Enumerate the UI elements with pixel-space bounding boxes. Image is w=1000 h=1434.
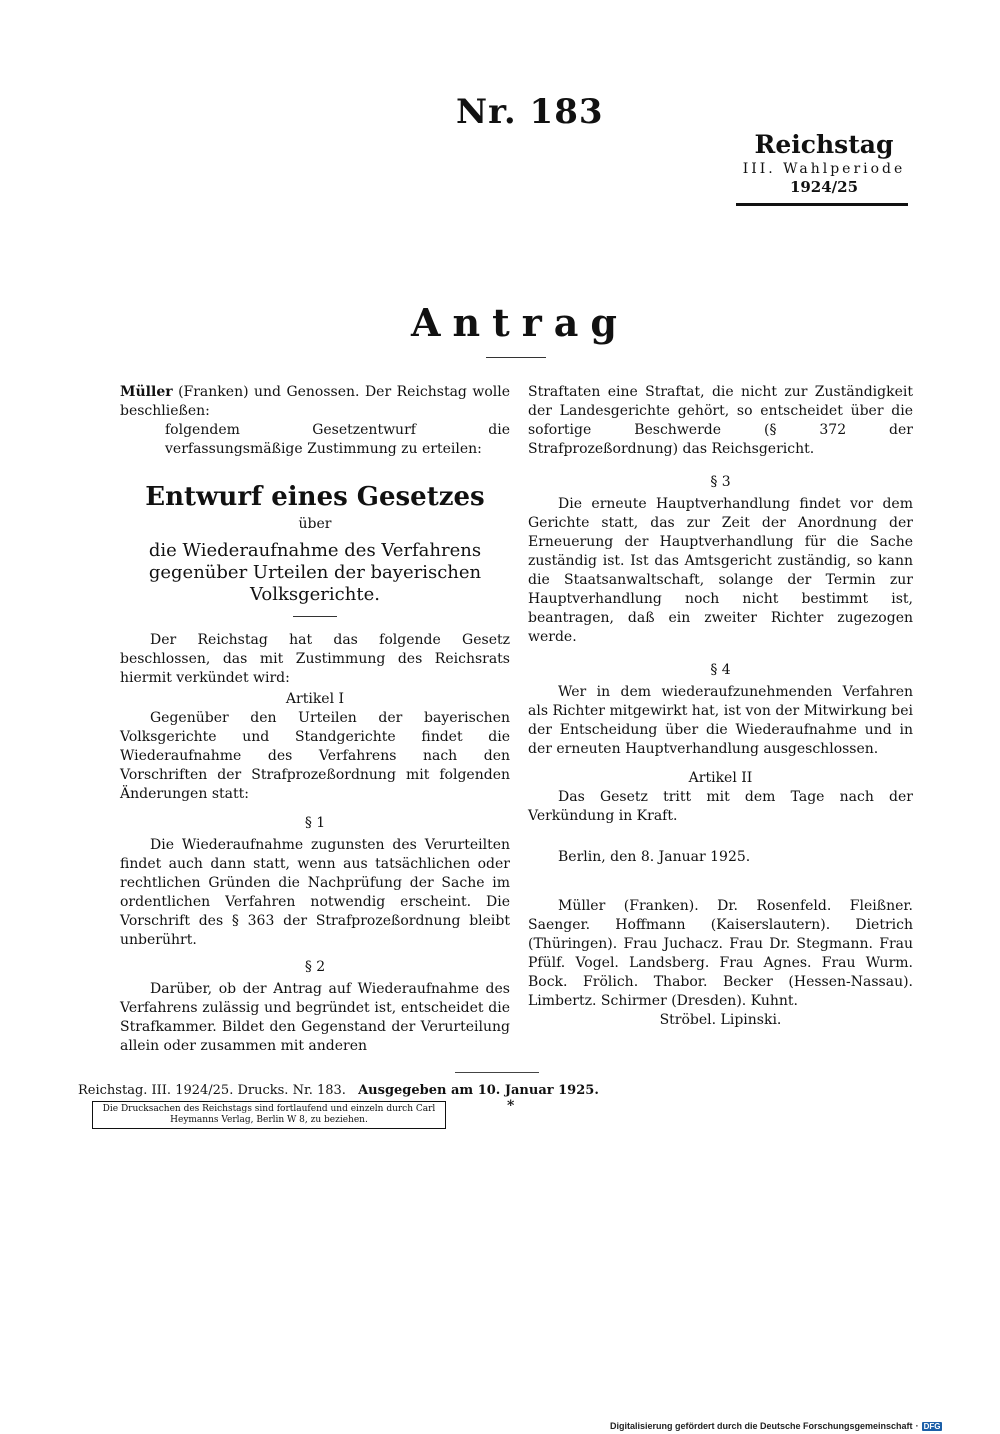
article-1-text: Gegenüber den Urteilen der bayerischen Volksgerichte und Standgerichte findet die Wiederaufnahme des Verfahrens nach den Vorschriften der Strafprozeßordnung mit folgenden Änderungen statt: — [120, 710, 510, 802]
article-1-heading: Artikel I — [285, 691, 345, 707]
right-column — [528, 383, 913, 1030]
section-1-text: Die Wiederaufnahme zugunsten des Verurteilten findet auch dann statt, wenn aus tatsächlichen oder rechtlichen Gründen die Nachprüfung der Sache im ordentlichen Verfahren notwendig erscheint. Die Vorschrift des § 363 der Strafprozeßordnung bleibt unberührt. — [120, 837, 510, 948]
dfg-credit: Digitalisierung gefördert durch die Deutsche Forschungsgemeinschaft · DFG — [610, 1421, 941, 1431]
preamble: Der Reichstag hat das folgende Gesetz beschlossen, das mit Zustimmung des Reichsrats hiermit verkündet wird: — [120, 632, 510, 686]
section-3-text: Die erneute Hauptverhandlung findet vor dem Gerichte statt, das zur Zeit der Anordnung der Erneuerung der Hauptverhandlung für die Sache zuständig ist. Ist das Amtsgericht zuständig, so kann die Staatsanwaltschaft, solange der Termin zur Hauptverhandlung noch nicht bestimmt ist, beantragen, daß ein zweiter Richter zugezogen werde. — [528, 496, 913, 645]
section-2-continuation: Straftaten eine Straftat, die nicht zur Zuständigkeit der Landesgerichte gehört, so entscheidet über die sofortige Beschwerde (§ 372 der Strafprozeßordnung) das Reichsgericht. — [528, 384, 913, 457]
section-2-text: Darüber, ob der Antrag auf Wiederaufnahme des Verfahrens zulässig und begründet ist, entscheidet die Strafkammer. Bildet den Gegenstand der Verurteilung allein oder zusammen mit anderen — [120, 981, 510, 1054]
section-2-heading: § 2 — [304, 959, 326, 975]
footer-issued: Ausgegeben am 10. Januar 1925. — [358, 1083, 599, 1098]
intro-paragraph — [120, 383, 510, 421]
section-divider — [293, 616, 337, 617]
date-line: Berlin, den 8. Januar 1925. — [558, 849, 751, 865]
document-number: Nr. 183 — [456, 92, 604, 132]
footer-line — [78, 1083, 599, 1098]
section-3-heading: § 3 — [710, 474, 731, 490]
article-2-heading: Artikel II — [688, 770, 753, 786]
dfg-text: Digitalisierung gefördert durch die Deutsche Forschungsgemeinschaft — [610, 1421, 913, 1431]
title-rule — [486, 357, 546, 358]
footer-reference: Reichstag. III. 1924/25. Drucks. Nr. 183. — [78, 1083, 346, 1098]
publisher-notice: Die Drucksachen des Reichstags sind fortlaufend und einzeln durch Carl Heymanns Verlag, Berlin W 8, zu beziehen. — [92, 1101, 446, 1129]
dfg-logo-icon: DFG — [923, 1421, 941, 1431]
intro-resolution: folgendem Gesetzentwurf die verfassungsmäßige Zustimmung zu erteilen: — [165, 422, 510, 457]
draft-subject: die Wiederaufnahme des Verfahrens gegenüber Urteilen der bayerischen Volksgerichte. — [148, 540, 482, 605]
article-2-text: Das Gesetz tritt mit dem Tage nach der Verkündung in Kraft. — [528, 789, 913, 824]
end-rule — [455, 1072, 539, 1073]
institution: Reichstag — [754, 130, 894, 159]
draft-ueber: über — [298, 516, 332, 532]
document-title: Antrag — [411, 300, 629, 345]
section-1-heading: § 1 — [304, 815, 326, 831]
section-4-heading: § 4 — [710, 662, 731, 678]
reichstag-header — [736, 130, 912, 196]
intro-text: (Franken) und Genossen. Der Reichstag wolle beschließen: — [120, 384, 510, 419]
signatories-last: Ströbel. Lipinski. — [659, 1012, 782, 1028]
session-year: 1924/25 — [789, 178, 859, 196]
header-rule — [736, 203, 908, 206]
legislative-period: III. Wahlperiode — [742, 161, 906, 177]
left-column — [120, 383, 510, 1056]
draft-title: Entwurf eines Gesetzes — [145, 482, 485, 512]
section-4-text: Wer in dem wiederaufzunehmenden Verfahren als Richter mitgewirkt hat, ist von der Mitwirkung bei der Entscheidung über die Wiederaufnahme und in der erneuten Hauptverhandlung ausgeschlossen. — [528, 684, 913, 757]
footer-asterisk: * — [507, 1098, 515, 1114]
signatories: Müller (Franken). Dr. Rosenfeld. Fleißner. Saenger. Hoffmann (Kaiserslautern). Dietrich (Thüringen). Frau Juchacz. Frau Dr. Stegmann. Frau Pfülf. Vogel. Landsberg. Frau Agnes. Frau Wurm. Bock. Frölich. Thabor. Becker (Hessen-Nassau). Limbertz. Schirmer (Dresden). Kuhnt. — [528, 898, 913, 1009]
intro-author: Müller — [120, 384, 173, 400]
